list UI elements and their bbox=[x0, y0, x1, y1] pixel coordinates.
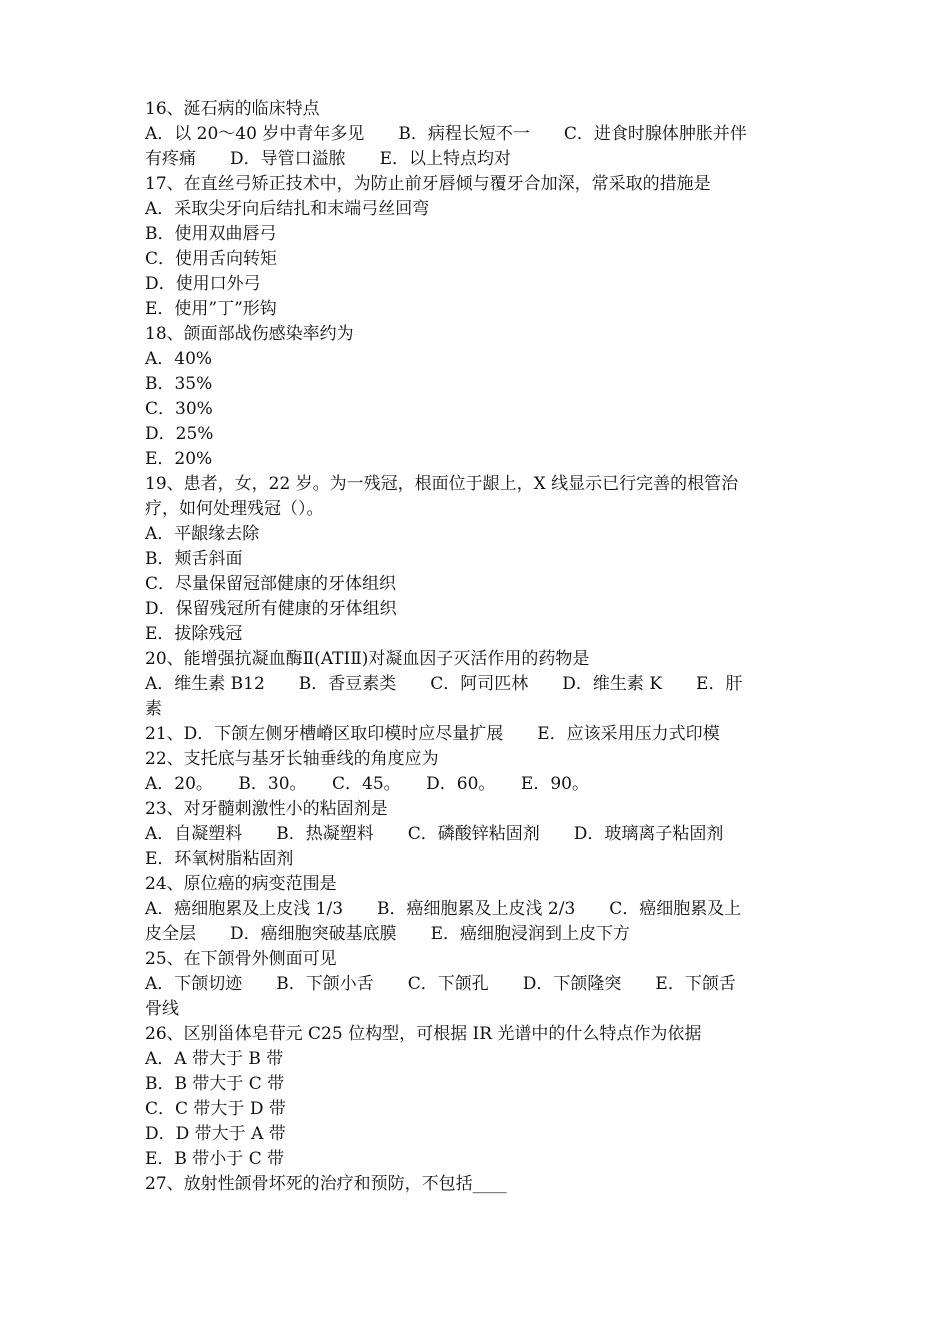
question-17-option-b: B．使用双曲唇弓 bbox=[145, 224, 277, 244]
document-body bbox=[145, 97, 810, 1197]
question-18-option-a: A．40% bbox=[145, 349, 213, 369]
question-19-option-a: A．平龈缘去除 bbox=[145, 524, 260, 544]
question-21-text: 21、D．下颌左侧牙槽嵴区取印模时应尽量扩展 E．应该采用压力式印模 bbox=[145, 724, 720, 744]
question-24-options-cont: 皮全层 D．癌细胞突破基底膜 E．癌细胞浸润到上皮下方 bbox=[145, 924, 631, 944]
question-19-option-b: B．颊舌斜面 bbox=[145, 549, 243, 569]
question-19-title-cont: 疗，如何处理残冠（）。 bbox=[145, 499, 324, 519]
question-16-options: A．以 20～40 岁中青年多见 B．病程长短不一 C．进食时腺体肿胀并伴 bbox=[145, 124, 747, 144]
question-19-title: 19、患者，女，22 岁。为一残冠，根面位于龈上，X 线显示已行完善的根管治 bbox=[145, 474, 739, 494]
question-18-option-b: B．35% bbox=[145, 374, 213, 394]
question-23-options: A．自凝塑料 B．热凝塑料 C．磷酸锌粘固剂 D．玻璃离子粘固剂 bbox=[145, 824, 724, 844]
question-17-title: 17、在直丝弓矫正技术中，为防止前牙唇倾与覆牙合加深，常采取的措施是 bbox=[145, 174, 711, 194]
question-23-title: 23、对牙髓刺激性小的粘固剂是 bbox=[145, 799, 388, 819]
question-18-option-c: C．30% bbox=[145, 399, 213, 419]
question-17-option-a: A．采取尖牙向后结扎和末端弓丝回弯 bbox=[145, 199, 430, 219]
question-18-title: 18、颌面部战伤感染率约为 bbox=[145, 324, 354, 344]
question-18-option-e: E．20% bbox=[145, 449, 213, 469]
question-26-option-d: D．D 带大于 A 带 bbox=[145, 1124, 286, 1144]
question-25-options: A．下颌切迹 B．下颌小舌 C．下颌孔 D．下颌隆突 E．下颌舌 bbox=[145, 974, 736, 994]
question-24-options: A．癌细胞累及上皮浅 1/3 B．癌细胞累及上皮浅 2/3 C．癌细胞累及上 bbox=[145, 899, 742, 919]
question-23-option-e: E．环氧树脂粘固剂 bbox=[145, 849, 294, 869]
question-26-option-b: B．B 带大于 C 带 bbox=[145, 1074, 285, 1094]
question-20-options: A．维生素 B12 B．香豆素类 C．阿司匹林 D．维生素 K E．肝 bbox=[145, 674, 743, 694]
question-18-option-d: D．25% bbox=[145, 424, 214, 444]
question-16-title: 16、涎石病的临床特点 bbox=[145, 99, 320, 119]
question-19-option-c: C．尽量保留冠部健康的牙体组织 bbox=[145, 574, 397, 594]
question-20-title: 20、能增强抗凝血酶Ⅱ(ATIⅡ)对凝血因子灭活作用的药物是 bbox=[145, 649, 590, 669]
question-26-option-a: A．A 带大于 B 带 bbox=[145, 1049, 284, 1069]
question-16-options-cont: 有疼痛 D．导管口溢脓 E．以上特点均对 bbox=[145, 149, 512, 169]
question-25-options-cont: 骨线 bbox=[145, 999, 179, 1019]
question-17-option-e: E．使用”丁”形钩 bbox=[145, 299, 277, 319]
question-22-title: 22、支托底与基牙长轴垂线的角度应为 bbox=[145, 749, 439, 769]
question-22-options: A．20。 B．30。 C．45。 D．60。 E．90。 bbox=[145, 774, 589, 794]
question-26-title: 26、区别甾体皂苷元 C25 位构型，可根据 IR 光谱中的什么特点作为依据 bbox=[145, 1024, 702, 1044]
question-27-title: 27、放射性颌骨坏死的治疗和预防，不包括____ bbox=[145, 1174, 507, 1194]
question-26-option-e: E．B 带小于 C 带 bbox=[145, 1149, 285, 1169]
question-17-option-c: C．使用舌向转矩 bbox=[145, 249, 278, 269]
question-24-title: 24、原位癌的病变范围是 bbox=[145, 874, 337, 894]
question-17-option-d: D．使用口外弓 bbox=[145, 274, 261, 294]
question-26-option-c: C．C 带大于 D 带 bbox=[145, 1099, 286, 1119]
question-19-option-d: D．保留残冠所有健康的牙体组织 bbox=[145, 599, 397, 619]
question-25-title: 25、在下颌骨外侧面可见 bbox=[145, 949, 337, 969]
question-19-option-e: E．拔除残冠 bbox=[145, 624, 243, 644]
question-20-options-cont: 素 bbox=[145, 699, 162, 719]
